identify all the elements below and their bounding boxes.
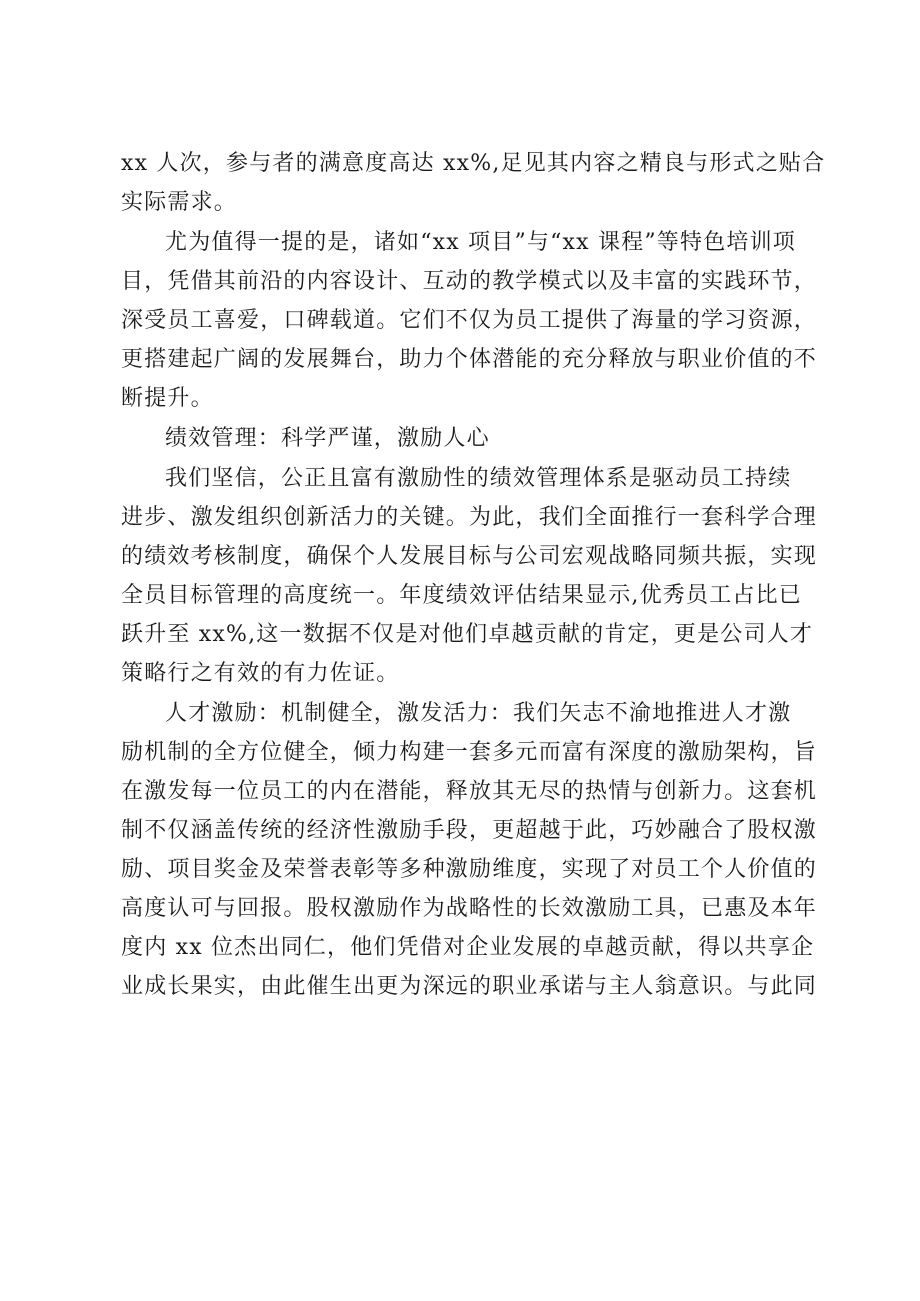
text-line: 高度认可与回报。股权激励作为战略性的长效激励工具，已惠及本年 — [121, 896, 818, 921]
text-line: 目，凭借其前沿的内容设计、互动的教学模式以及丰富的实践环节， — [121, 269, 818, 294]
text-line: 我们坚信，公正且富有激励性的绩效管理体系是驱动员工持续 — [165, 466, 792, 491]
text-line: 的绩效考核制度，确保个人发展目标与公司宏观战略同频共振，实现 — [121, 544, 818, 569]
text-line: 断提升。 — [121, 386, 214, 411]
document-body — [121, 144, 826, 1007]
text-line: xx 人次，参与者的满意度高达 xx%,足见其内容之精良与形式之贴合 — [121, 151, 826, 176]
text-line: 实际需求。 — [121, 190, 238, 215]
text-line: 更搭建起广阔的发展舞台，助力个体潜能的充分释放与职业价值的不 — [121, 347, 818, 372]
paragraph-training-stats — [121, 144, 826, 222]
text-line: 制不仅涵盖传统的经济性激励手段，更超越于此，巧妙融合了股权激 — [121, 818, 818, 843]
text-line: 在激发每一位员工的内在潜能，释放其无尽的热情与创新力。这套机 — [121, 779, 818, 804]
text-line: 励机制的全方位健全，倾力构建一套多元而富有深度的激励架构，旨 — [121, 740, 818, 765]
text-line: 人才激励：机制健全，激发活力：我们矢志不渝地推进人才激 — [165, 701, 792, 726]
paragraph-talent-incentives — [121, 694, 818, 1006]
text-line: 进步、激发组织创新活力的关键。为此，我们全面推行一套科学合理 — [121, 505, 818, 530]
text-line: 励、项目奖金及荣誉表彰等多种激励维度，实现了对员工个人价值的 — [121, 857, 818, 882]
text-line: 深受员工喜爱，口碑载道。它们不仅为员工提供了海量的学习资源， — [121, 308, 818, 333]
text-line: 度内 xx 位杰出同仁，他们凭借对企业发展的卓越贡献，得以共享企 — [121, 935, 815, 960]
text-line: 全员目标管理的高度统一。年度绩效评估结果显示,优秀员工占比已 — [121, 583, 802, 608]
text-line: 策略行之有效的有力佐证。 — [121, 661, 400, 686]
paragraph-performance-management — [121, 459, 818, 693]
text-line: 尤为值得一提的是，诸如“xx 项目”与“xx 课程”等特色培训项 — [165, 230, 797, 255]
section-heading-performance — [121, 419, 801, 458]
text-line: 跃升至 xx%,这一数据不仅是对他们卓越贡献的肯定，更是公司人才 — [121, 622, 814, 647]
text-line: 业成长果实，由此催生出更为深远的职业承诺与主人翁意识。与此同 — [121, 974, 818, 999]
paragraph-featured-programs — [121, 223, 818, 418]
section-heading-text: 绩效管理：科学严谨，激励人心 — [165, 426, 490, 451]
